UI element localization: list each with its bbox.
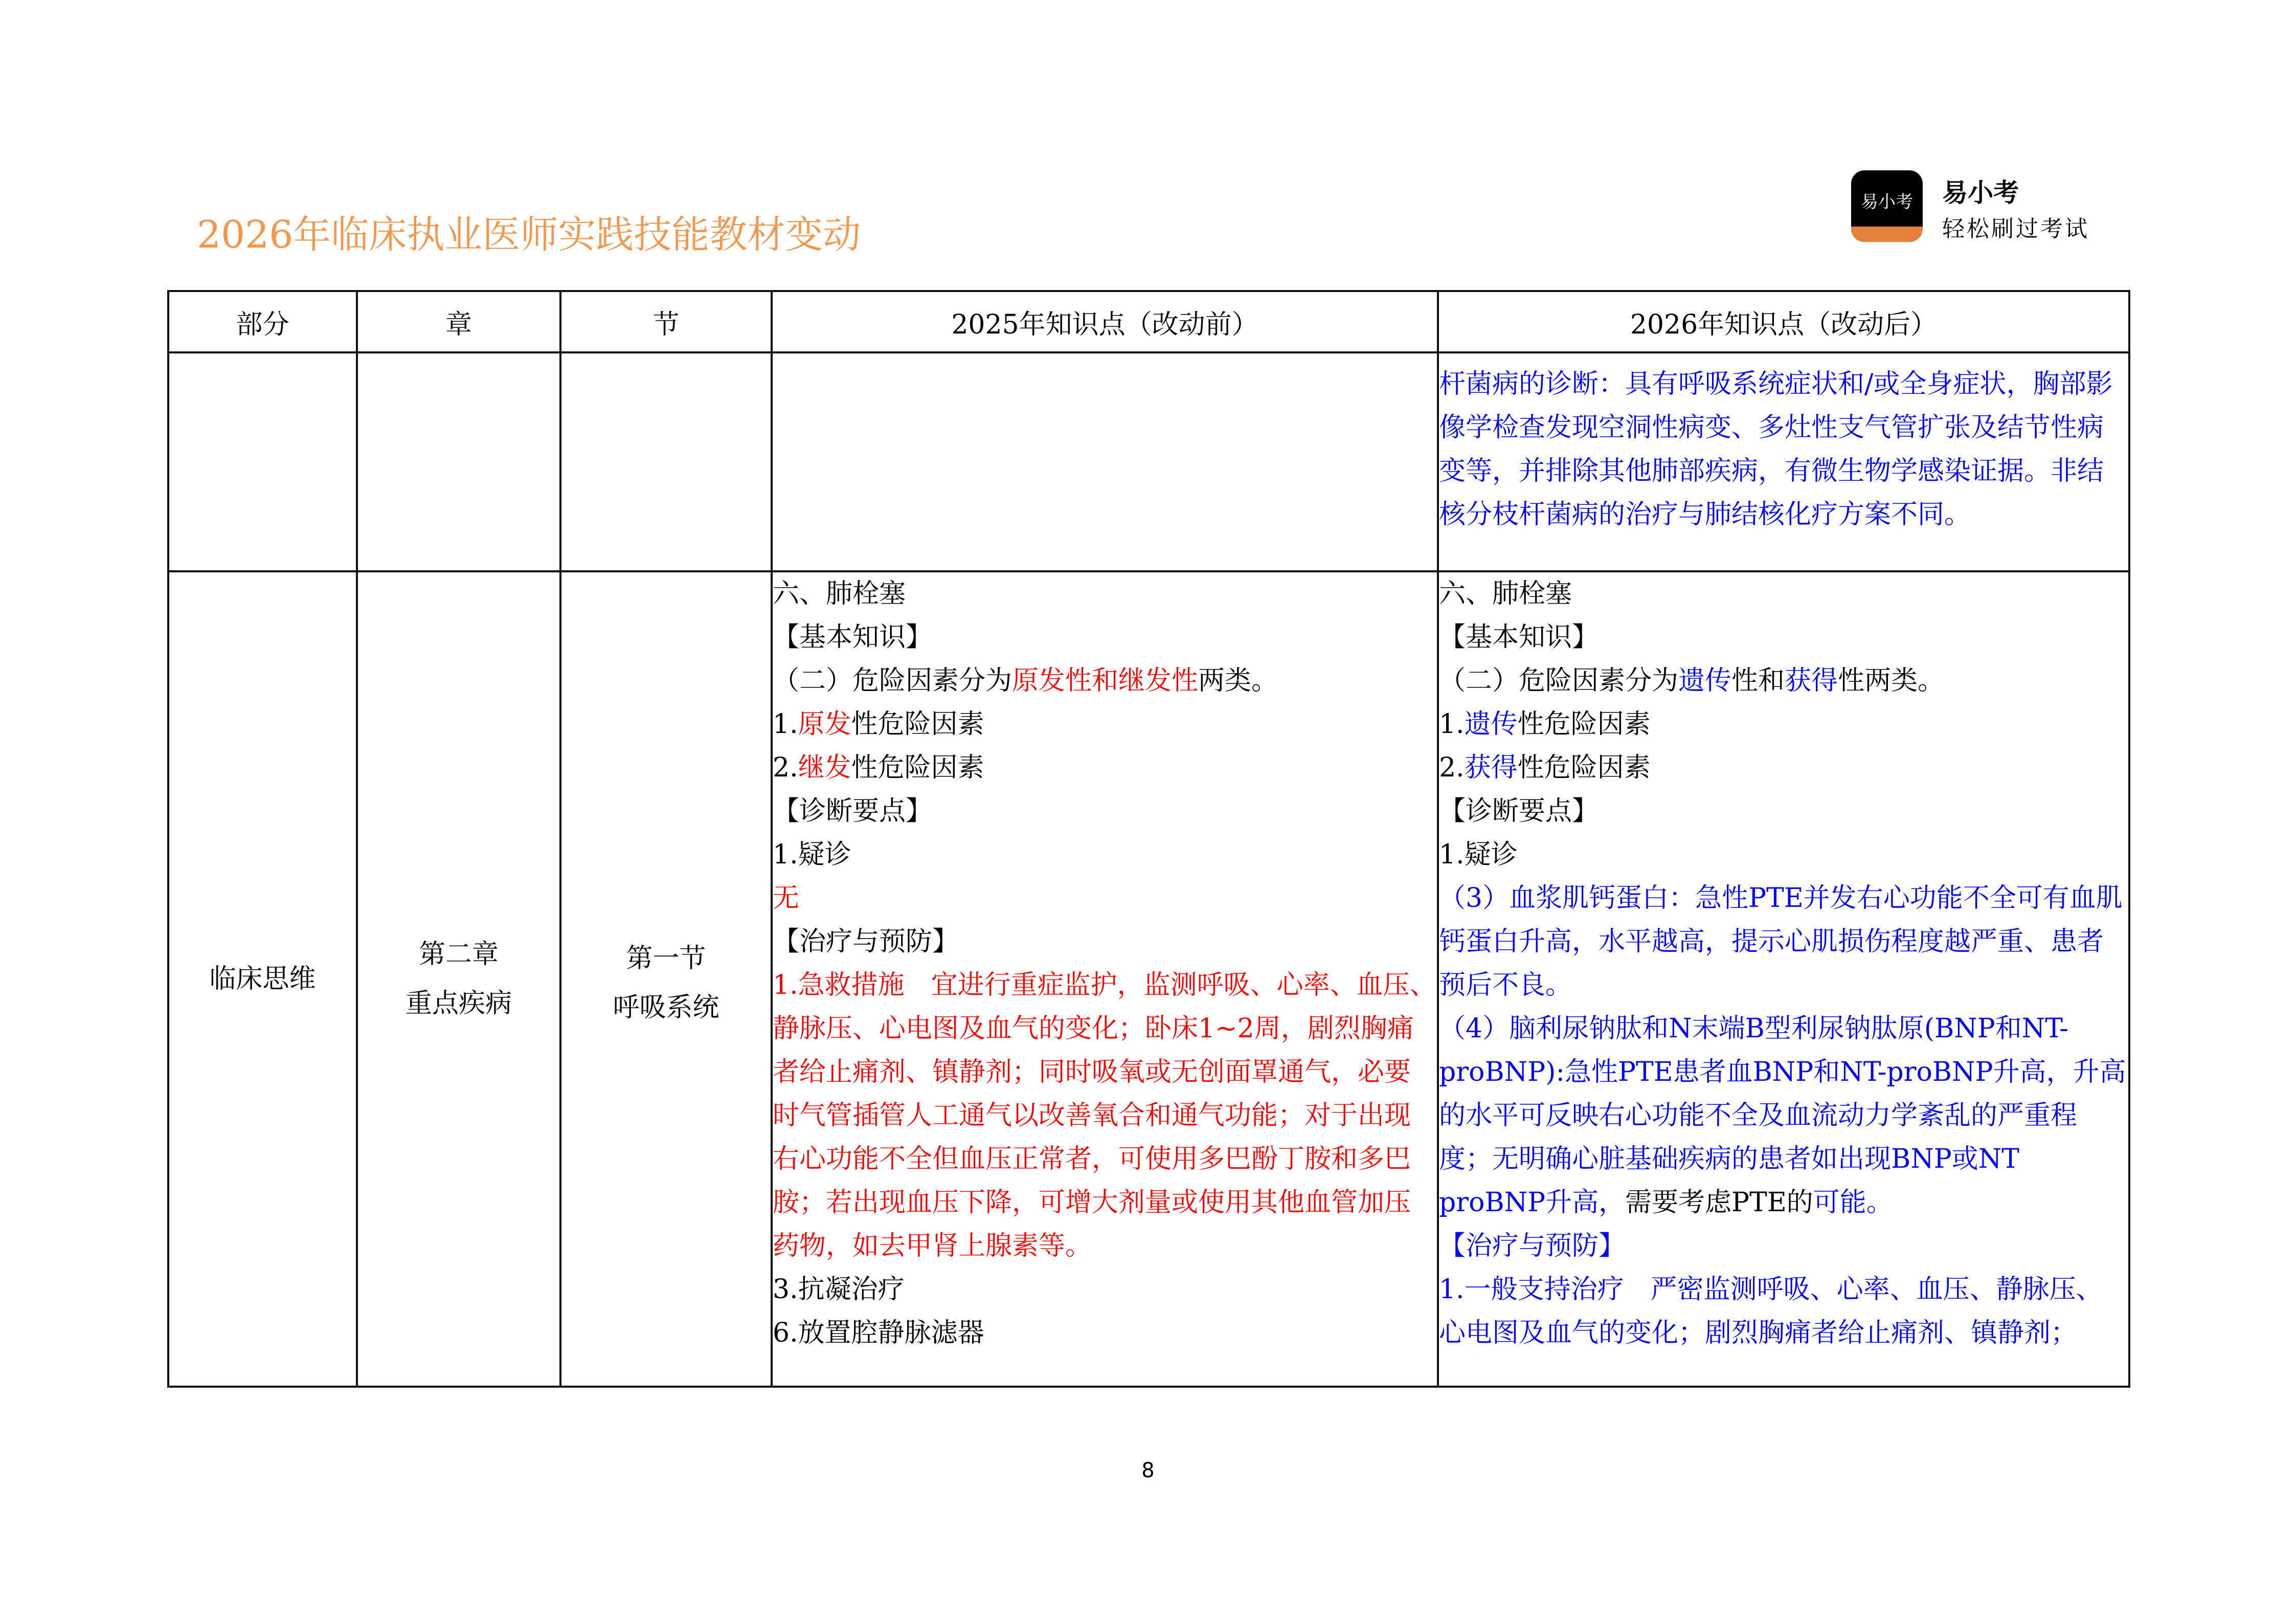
cell-after-ntm: [1438, 352, 2129, 571]
section-name: 呼吸系统: [613, 992, 719, 1023]
table-row: [168, 571, 2129, 1387]
text-span: 2.: [773, 752, 798, 783]
text-span: 1.: [1439, 709, 1465, 740]
added-text: 遗传: [1464, 709, 1518, 740]
table-header-row: [168, 291, 2129, 352]
cell-chapter-empty: [357, 352, 560, 571]
document-title: 2026年临床执业医师实践技能教材变动: [197, 213, 861, 257]
brand-slogan: 轻松刷过考试: [1942, 216, 2089, 242]
header-part: 部分: [168, 291, 357, 352]
text-span: 两类。: [1198, 665, 1278, 696]
after-suspect: 1.疑诊: [1439, 839, 1518, 870]
text-span: 需要考虑PTE的: [1625, 1187, 1813, 1218]
brand-name: 易小考: [1942, 178, 2019, 208]
header-after-2026: 2026年知识点（改动后）: [1438, 291, 2129, 352]
text-span: 2.: [1439, 752, 1465, 783]
text-span: 性两类。: [1838, 665, 1945, 696]
removed-text: 继发: [798, 752, 851, 783]
after-item-1: [1439, 703, 2128, 746]
cell-chapter: [357, 571, 560, 1387]
part-label: 临床思维: [209, 964, 316, 994]
before-diagnosis-heading: 【诊断要点】: [773, 796, 933, 827]
added-text: 获得: [1785, 665, 1838, 696]
before-suspect: 1.疑诊: [773, 839, 851, 870]
before-anticoagulation: 3.抗凝治疗: [773, 1274, 905, 1305]
before-vena-cava-filter: 6.放置腔静脉滤器: [773, 1318, 984, 1348]
before-item-1: [773, 703, 1437, 746]
ntm-diagnosis-text: 杆菌病的诊断：具有呼吸系统症状和/或全身症状，胸部影像学检查发现空洞性病变、多灶性支气管扩张及结节性病变等，并排除其他肺部疾病，有微生物学感染证据。非结核分枝杆菌病的治疗与肺结核化疗方案不同。: [1439, 369, 2113, 530]
logo-icon-label: 易小考: [1861, 192, 1913, 212]
cell-part: [168, 571, 357, 1387]
table-row: [168, 352, 2129, 571]
added-text: 获得: [1464, 752, 1518, 783]
section-number: 第一节: [626, 943, 706, 974]
changes-table: [167, 290, 2130, 1388]
after-heading: 六、肺栓塞: [1439, 579, 1572, 609]
chapter-number: 第二章: [418, 939, 499, 970]
header-section: 节: [560, 291, 772, 352]
before-risk-factors: [773, 659, 1437, 703]
before-heading: 六、肺栓塞: [773, 579, 906, 609]
text-span: （二）危险因素分为: [1439, 665, 1679, 696]
before-none: 无: [773, 883, 800, 914]
header-before-2025: 2025年知识点（改动前）: [772, 291, 1438, 352]
before-basic-knowledge: 【基本知识】: [773, 622, 933, 653]
app-logo-icon: [1851, 170, 1923, 242]
after-item-2: [1439, 746, 2128, 790]
brand-logo: [1851, 170, 2117, 243]
cell-after-2026: [1438, 571, 2129, 1387]
cell-section-empty: [560, 352, 772, 571]
removed-text: 原发性和继发性: [1012, 665, 1199, 696]
after-diagnosis-heading: 【诊断要点】: [1439, 796, 1599, 827]
text-span: 性危险因素: [1517, 752, 1651, 783]
text-span: 性和: [1731, 665, 1785, 696]
text-span: 1.: [773, 709, 798, 740]
after-troponin: （3）血浆肌钙蛋白：急性PTE并发右心功能不全可有血肌钙蛋白升高，水平越高，提示心肌损伤程度越严重、患者预后不良。: [1439, 883, 2123, 1000]
added-text: 可能。: [1813, 1187, 1893, 1218]
before-item-2: [773, 746, 1437, 790]
after-general-support: 1.一般支持治疗 严密监测呼吸、心率、血压、静脉压、心电图及血气的变化；剧烈胸痛者给止痛剂、镇静剂；: [1439, 1274, 2103, 1348]
after-risk-factors: [1439, 659, 2128, 703]
added-text: 遗传: [1678, 665, 1732, 696]
header-chapter: 章: [357, 291, 560, 352]
chapter-name: 重点疾病: [405, 988, 512, 1019]
after-basic-knowledge: 【基本知识】: [1439, 622, 1599, 653]
added-text: （4）脑利尿钠肽和N末端B型利尿钠肽原(BNP和NT-proBNP):急性PTE患者血BNP和NT-proBNP升高，升高的水平可反映右心功能不全及血流动力学紊乱的严重程度；无明确心脏基础疾病的患者如出现BNP或NT proBNP升高，: [1439, 1013, 2126, 1218]
cell-before-empty: [772, 352, 1438, 571]
text-span: 性危险因素: [1517, 709, 1651, 740]
after-bnp: [1439, 1007, 2128, 1225]
cell-part-empty: [168, 352, 357, 571]
before-treatment-heading: 【治疗与预防】: [773, 926, 959, 957]
text-span: 性危险因素: [851, 752, 984, 783]
cell-before-2025: [772, 571, 1438, 1387]
logo-accent-band: [1851, 227, 1923, 242]
page-number: 8: [1141, 1459, 1155, 1482]
text-span: 性危险因素: [851, 709, 984, 740]
text-span: （二）危险因素分为: [773, 665, 1012, 696]
after-treatment-heading: 【治疗与预防】: [1439, 1231, 1626, 1261]
removed-text: 原发: [798, 709, 851, 740]
before-emergency-measures: 1.急救措施 宜进行重症监护，监测呼吸、心率、血压、静脉压、心电图及血气的变化；卧床1~2周，剧烈胸痛者给止痛剂、镇静剂；同时吸氧或无创面罩通气，必要时气管插管人工通气以改善氧合和通气功能；对于出现右心功能不全但血压正常者，可使用多巴酚丁胺和多巴胺；若出现血压下降，可增大剂量或使用其他血管加压药物，如去甲肾上腺素等。: [773, 970, 1436, 1261]
cell-section: [560, 571, 772, 1387]
